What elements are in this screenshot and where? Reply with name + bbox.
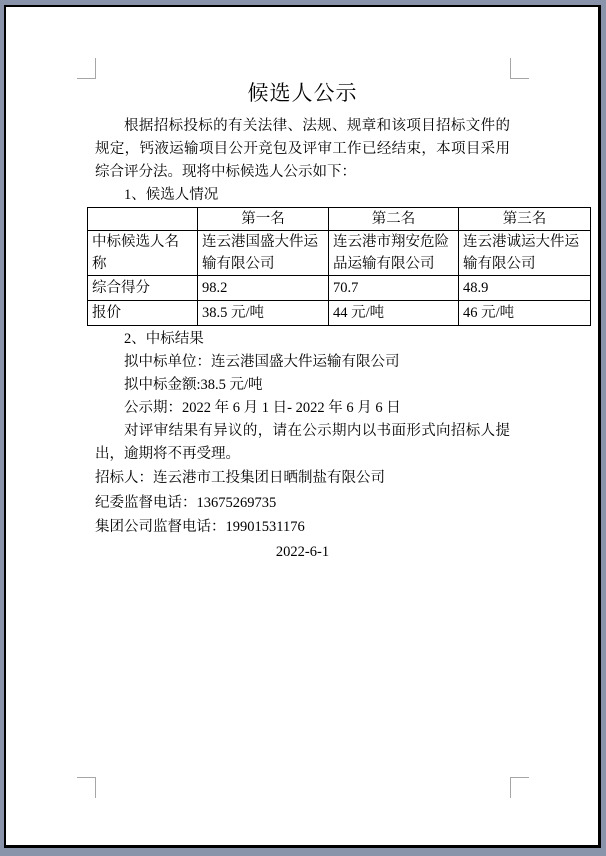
margin-crop-mark-bottom-right [510,777,529,798]
table-header-second-place: 第二名 [329,208,459,231]
publicity-period-line: 公示期：2022 年 6 月 1 日- 2022 年 6 月 6 日 [124,400,401,416]
row-label: 报价 [88,301,198,326]
price-cell: 38.5 元/吨 [198,301,329,326]
price-cell: 46 元/吨 [459,301,591,326]
margin-crop-mark-bottom-left [77,777,96,798]
document-page [4,5,601,848]
row-label: 综合得分 [88,276,198,301]
group-phone-line: 集团公司监督电话：19901531176 [95,519,305,535]
table-row-candidate-names [88,231,591,276]
score-cell: 48.9 [459,276,591,301]
tenderer-line: 招标人：连云港市工投集团日晒制盐有限公司 [95,470,385,486]
winner-line: 拟中标单位：连云港国盛大件运输有限公司 [124,354,400,370]
table-header-row [88,208,591,231]
table-header-first-place: 第一名 [198,208,329,231]
table-header-third-place: 第三名 [459,208,591,231]
amount-line: 拟中标金额:38.5 元/吨 [124,377,263,393]
margin-crop-mark-top-left [77,58,96,79]
candidates-table [87,207,591,326]
candidate-name-cell: 连云港国盛大件运输有限公司 [198,231,329,276]
row-label: 中标候选人名称 [88,231,198,276]
score-cell: 98.2 [198,276,329,301]
price-cell: 44 元/吨 [329,301,459,326]
discipline-phone-line: 纪委监督电话：13675269735 [95,494,277,511]
objection-paragraph: 对评审结果有异议的，请在公示期内以书面形式向招标人提出，逾期将不再受理。 [95,423,510,462]
document-date: 2022-6-1 [275,543,330,560]
score-cell: 70.7 [329,276,459,301]
candidate-name-cell: 连云港诚运大件运输有限公司 [459,231,591,276]
page-title: 候选人公示 [247,81,358,105]
table-row-prices [88,301,591,326]
intro-paragraph: 根据招标投标的有关法律、法规、规章和该项目招标文件的规定，钙液运输项目公开竞包及评审工作已经结束，本项目采用综合评分法。现将中标候选人公示如下： [95,118,510,180]
table-header-empty-cell [88,208,198,231]
section-2-heading: 2、中标结果 [124,331,204,347]
table-row-scores [88,276,591,301]
margin-crop-mark-top-right [510,58,529,79]
document-content [92,78,579,564]
candidate-name-cell: 连云港市翔安危险品运输有限公司 [329,231,459,276]
section-1-heading: 1、候选人情况 [124,187,219,203]
